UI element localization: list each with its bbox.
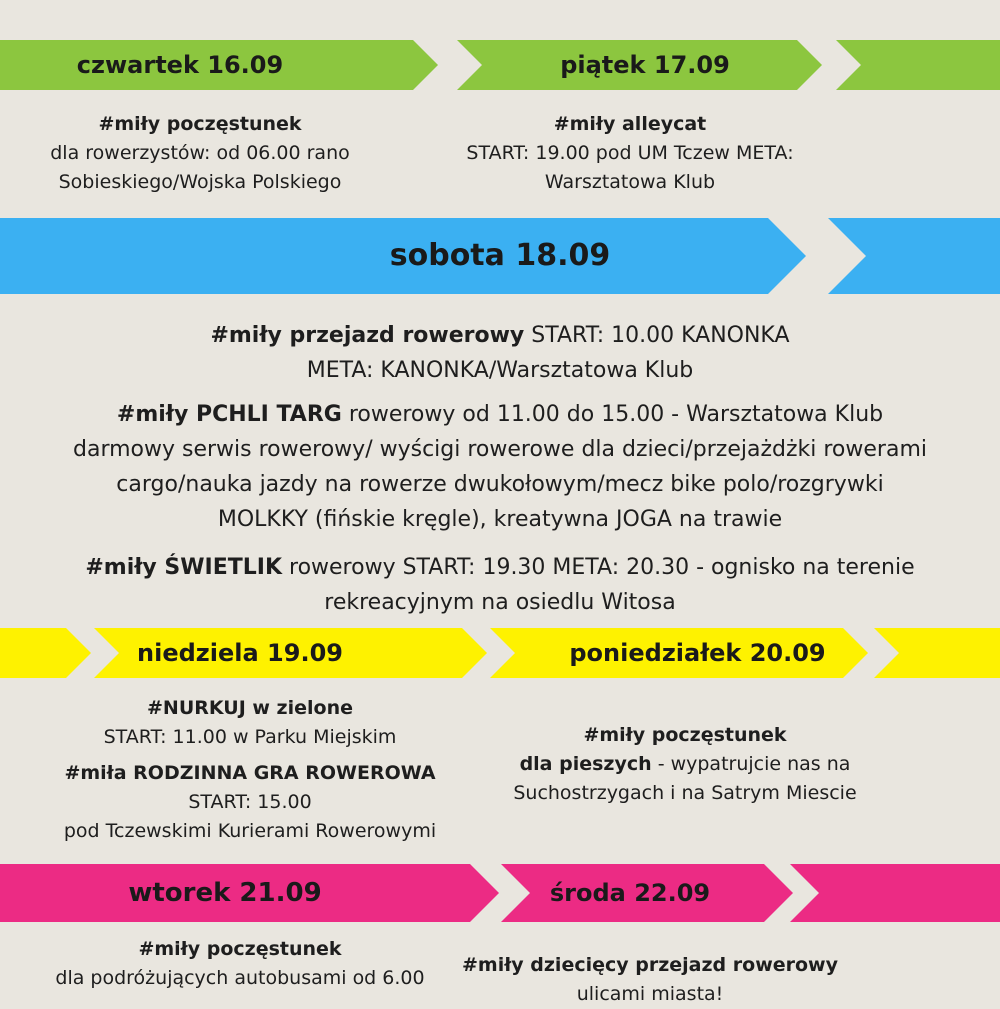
fri-event-line2: Warsztatowa Klub (544, 171, 716, 193)
wed-event-line1: ulicami miasta! (576, 983, 724, 1005)
sat-market-line1 (0, 397, 1000, 432)
sat-ride-title: #miły przejazd rowerowy (210, 323, 525, 348)
tue-day-label: wtorek 21.09 (128, 878, 322, 908)
sat-ride-rest: START: 10.00 KANONKA (524, 323, 790, 348)
sat-light-line2: rekreacyjnym na osiedlu Witosa (324, 590, 676, 615)
thu-event-line1: dla rowerzystów: od 06.00 rano (50, 142, 350, 164)
tue-event-title: #miły poczęstunek (138, 938, 342, 960)
fri-day-label: piątek 17.09 (560, 51, 730, 79)
sat-day-label: sobota 18.09 (389, 238, 611, 273)
sat-light-rest: rowerowy START: 19.30 META: 20.30 - ognisko na terenie (282, 555, 915, 580)
thu-event-line2: Sobieskiego/Wojska Polskiego (58, 171, 342, 193)
right-pink-arrow-shape (790, 864, 1000, 922)
wed-event-title: #miły dziecięcy przejazd rowerowy (461, 954, 838, 976)
mon-event-title: #miły poczęstunek (583, 724, 787, 746)
thu-event (0, 110, 400, 197)
mon-event-line1 (480, 750, 890, 779)
sun-game-title: #miła RODZINNA GRA ROWEROWA (64, 762, 436, 784)
tue-event (0, 935, 480, 993)
mon-event-bold: dla pieszych (519, 753, 652, 775)
sat-ride-line1 (0, 318, 1000, 353)
sat-market-line2: darmowy serwis rowerowy/ wyścigi rowerowe dla dzieci/przejażdżki rowerami (73, 437, 927, 462)
sat-market-line3: cargo/nauka jazdy na rowerze dwukołowym/mecz bike polo/rozgrywki (116, 472, 884, 497)
right-yellow-arrow-shape (874, 628, 1000, 678)
sun-game-line2: pod Tczewskimi Kurierami Rowerowymi (63, 820, 437, 842)
mon-day-label: poniedziałek 20.09 (569, 639, 826, 667)
sat-ride-line2: META: KANONKA/Warsztatowa Klub (306, 358, 694, 383)
sun-dive-title: #NURKUJ w zielone (147, 697, 353, 719)
sun-events (0, 694, 500, 846)
sat-market-title: #miły PCHLI TARG (116, 402, 342, 427)
sat-light-line1 (0, 550, 1000, 585)
fri-event-title: #miły alleycat (553, 113, 707, 135)
sat-light-title: #miły ŚWIETLIK (85, 555, 283, 580)
right-arrow-shape (836, 40, 1000, 90)
sun-day-label: niedziela 19.09 (137, 639, 343, 667)
sat-events (0, 318, 1000, 620)
sun-dive-line: START: 11.00 w Parku Miejskim (103, 726, 397, 748)
sat-market-line4: MOLKKY (fińskie kręgle), kreatywna JOGA na trawie (217, 507, 783, 532)
thu-event-title: #miły poczęstunek (98, 113, 302, 135)
wed-event (450, 951, 850, 1009)
sun-game-line1: START: 15.00 (188, 791, 312, 813)
thu-day-label: czwartek 16.09 (76, 51, 284, 79)
mon-event (480, 721, 890, 808)
tue-event-line1: dla podróżujących autobusami od 6.00 (55, 967, 425, 989)
left-yellow-arrow-shape (0, 628, 91, 678)
mon-event-rest: - wypatrujcie nas na (651, 753, 851, 775)
fri-event (430, 110, 830, 197)
mon-event-line2: Suchostrzygach i na Satrym Miescie (513, 782, 857, 804)
sat-right-arrow-shape (828, 218, 1000, 294)
wed-day-label: środa 22.09 (549, 879, 711, 907)
fri-event-line1: START: 19.00 pod UM Tczew META: (466, 142, 794, 164)
sat-market-rest: rowerowy od 11.00 do 15.00 - Warsztatowa Klub (341, 402, 884, 427)
